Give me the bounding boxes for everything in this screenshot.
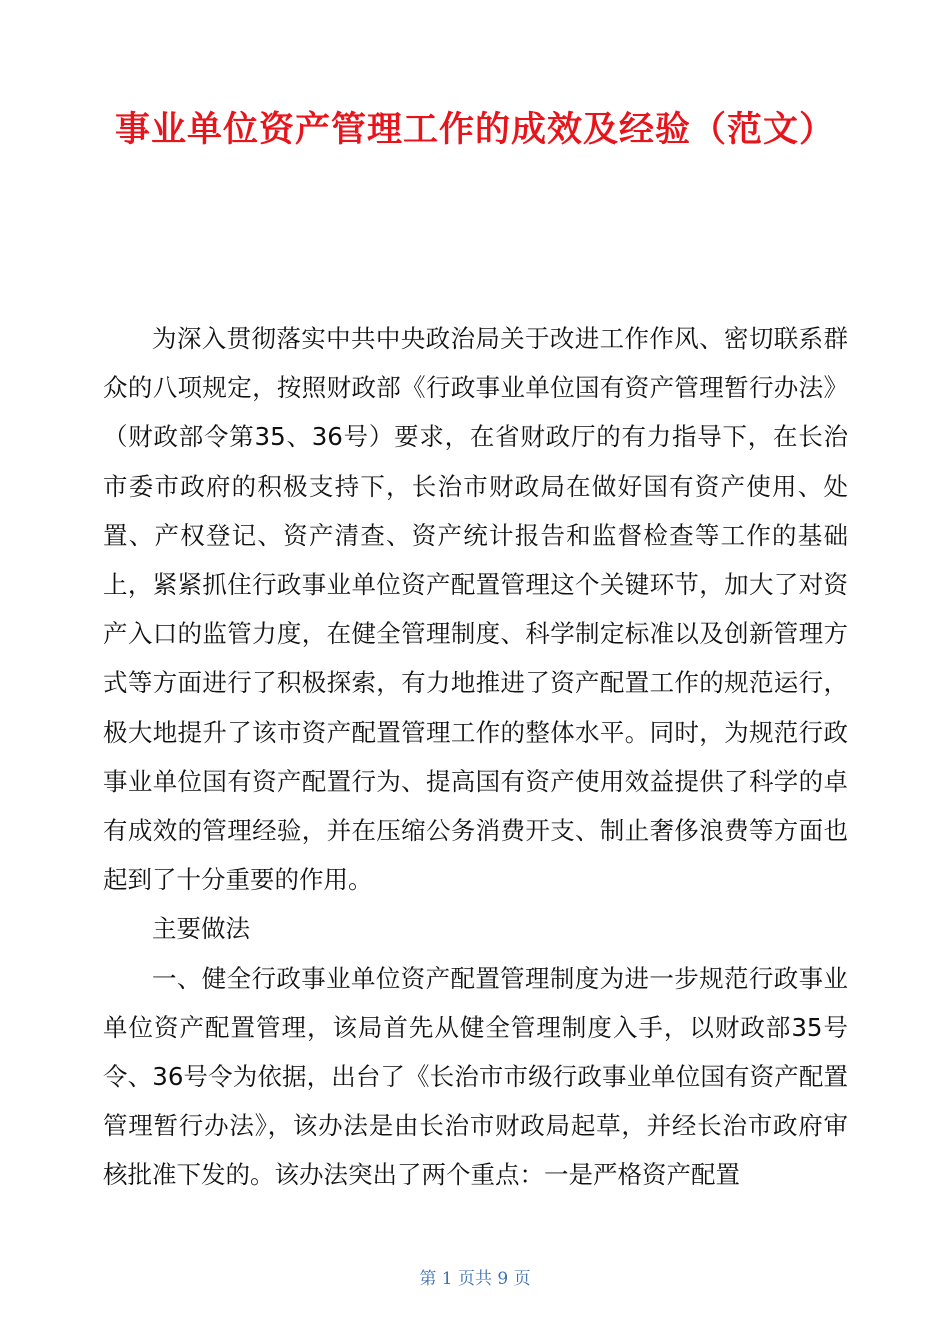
document-title: 事业单位资产管理工作的成效及经验（范文） — [114, 110, 835, 150]
paragraph-section-heading: 主要做法 — [152, 914, 250, 944]
paragraph-intro: 为深入贯彻落实中共中央政治局关于改进工作作风、密切联系群众的八项规定，按照财政部《行政事业单位国有资产管理暂行办法》（财政部令第35、36号）要求，在省财政厅的有力指导下，在长治市委市政府的积极支持下，长治市财政局在做好国有资产使用、处置、产权登记、资产清查、资产统计报告和监督检查等工作的基础上，紧紧抓住行政事业单位资产配置管理这个关键环节，加大了对资产入口的监管力度，在健全管理制度、科学制定标准以及创新管理方式等方面进行了积极探索，有力地推进了资产配置工作的规范运行，极大地提升了该市资产配置管理工作的整体水平。同时，为规范行政事业单位国有资产配置行为、提高国有资产使用效益提供了科学的卓有成效的管理经验，并在压缩公务消费开支、制止奢侈浪费等方面也起到了十分重要的作用。 — [103, 324, 848, 895]
page-number-footer: 第 1 页共 9 页 — [419, 1269, 531, 1289]
document-body — [103, 314, 848, 1200]
paragraph-section-one: 一、健全行政事业单位资产配置管理制度为进一步规范行政事业单位资产配置管理，该局首先从健全管理制度入手，以财政部35号令、36号令为依据，出台了《长治市市级行政事业单位国有资产配置管理暂行办法》，该办法是由长治市财政局起草，并经长治市政府审核批准下发的。该办法突出了两个重点：一是严格资产配置 — [103, 963, 848, 1190]
